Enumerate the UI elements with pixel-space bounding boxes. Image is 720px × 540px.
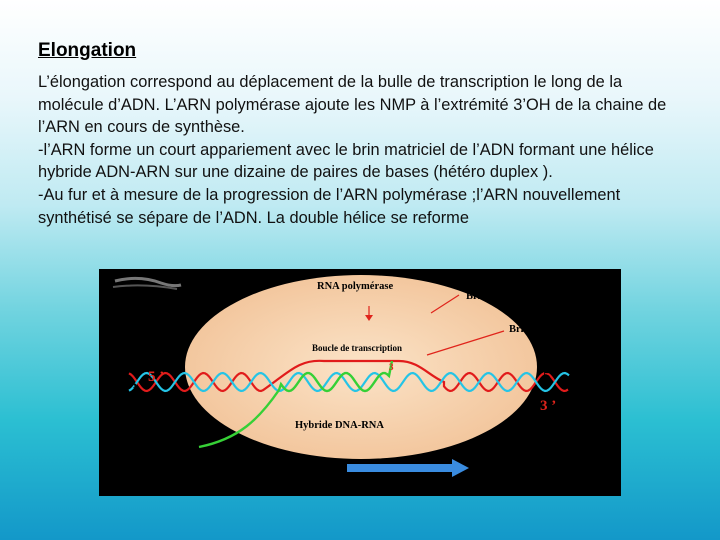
transcription-diagram — [99, 269, 621, 496]
boucle-label: Boucle de transcription — [312, 343, 402, 353]
transcription-figure — [99, 269, 621, 496]
slide-title: Elongation — [38, 40, 137, 61]
body-text — [38, 71, 688, 229]
right-5-prime-label: 5 ’ — [543, 369, 560, 385]
left-3-prime-label: 3 ’ — [121, 381, 138, 397]
hybride-label: Hybride DNA-RNA — [295, 420, 384, 431]
inner-3-prime-label: 3 — [389, 362, 394, 372]
direction-arrow — [347, 459, 469, 477]
paragraph-intro: L’élongation correspond au déplacement de la bulle de transcription le long de la molécule d’ADN. L’ARN polymérase ajoute les NMP à l’extrémité 3’OH de la chaine de l’ARN en cours de synthèse. — [38, 73, 667, 137]
paragraph-hybrid: -l’ARN forme un court appariement avec le brin matriciel de l’ADN formant une hélice hybride ADN-ARN sur une dizaine de paires de bases (hétéro duplex ). — [38, 140, 654, 182]
brin-codant-label: Brin codant — [466, 291, 520, 302]
rna-label: RNA — [204, 447, 227, 458]
corner-scribble — [113, 278, 181, 289]
brin-matrice-label: Brin matrice — [509, 324, 567, 335]
left-5-prime-label: 5 ’ — [148, 369, 165, 385]
paragraph-progression: -Au fur et à mesure de la progression de l’ARN polymérase ;l’ARN nouvellement synthétisé se sépare de l’ADN. La double hélice se reforme — [38, 185, 621, 227]
rna-5-prime-label: 5 ’ — [180, 429, 195, 444]
rna-polymerase-label: RNA polymérase — [317, 281, 394, 292]
right-3-prime-label: 3 ’ — [540, 398, 557, 414]
direction-label: Direction de la transcription — [347, 479, 475, 490]
dna-label: DNA — [579, 384, 602, 395]
